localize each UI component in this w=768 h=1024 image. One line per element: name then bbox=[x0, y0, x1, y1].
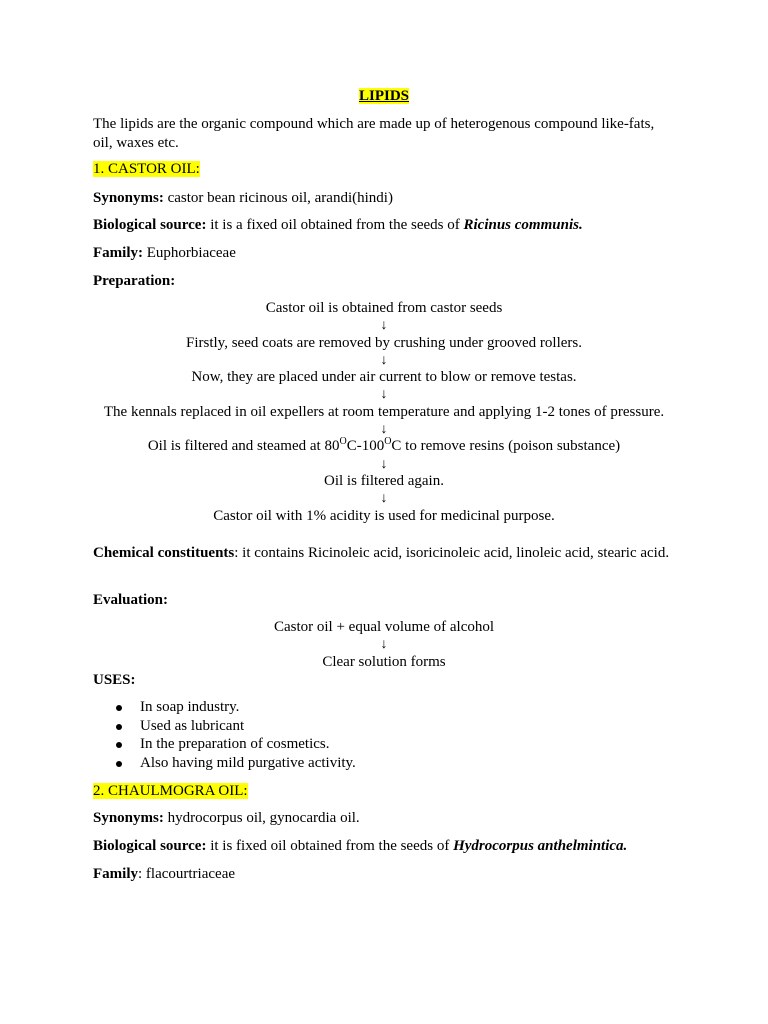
castor-preparation-label: Preparation: bbox=[93, 273, 176, 289]
bullet-icon bbox=[116, 761, 122, 767]
down-arrow-icon: ↓ bbox=[380, 387, 388, 403]
castor-uses-label: USES: bbox=[93, 672, 136, 688]
prep-step: Castor oil with 1% acidity is used for medicinal purpose. bbox=[213, 507, 555, 524]
list-item: In the preparation of cosmetics. bbox=[93, 735, 653, 754]
chaulmogra-heading: 2. CHAULMOGRA OIL: bbox=[93, 783, 248, 799]
prep-step: Oil is filtered and steamed at $80^OC-100^OC$ to remove resins (poison substance) bbox=[147, 436, 621, 455]
bullet-icon bbox=[116, 724, 122, 730]
prep-step: Now, they are placed under air current to blow or remove testas. bbox=[191, 369, 577, 386]
list-item: Used as lubricant bbox=[93, 717, 653, 736]
prep-step: Oil is filtered again. bbox=[324, 472, 444, 489]
list-item: In soap industry. bbox=[93, 698, 653, 717]
down-arrow-icon: ↓ bbox=[380, 456, 388, 472]
intro-paragraph: The lipids are the organic compound which are made up of heterogenous compound like-fats, oil, waxes etc. bbox=[93, 116, 655, 151]
prep-step: Firstly, seed coats are removed by crushing under grooved rollers. bbox=[186, 334, 582, 351]
castor-heading: 1. CASTOR OIL: bbox=[93, 161, 200, 177]
down-arrow-icon: ↓ bbox=[380, 637, 388, 653]
chaulmogra-biological-source: Biological source: it is fixed oil obtained from the seeds of Hydrocorpus anthelmintica. bbox=[93, 838, 628, 854]
chaulmogra-family: Family: flacourtriaceae bbox=[93, 866, 236, 882]
list-item: Also having mild purgative activity. bbox=[93, 754, 653, 773]
castor-evaluation-label: Evaluation: bbox=[93, 592, 169, 608]
preparation-flowchart bbox=[0, 300, 768, 525]
bullet-icon bbox=[116, 705, 122, 711]
castor-synonyms: Synonyms: castor bean ricinous oil, arandi(hindi) bbox=[93, 190, 393, 206]
page-title: LIPIDS bbox=[358, 88, 410, 104]
down-arrow-icon: ↓ bbox=[380, 422, 388, 438]
eval-step: Castor oil + equal volume of alcohol bbox=[273, 619, 495, 635]
castor-biological-source: Biological source: it is a fixed oil obtained from the seeds of Ricinus communis. bbox=[93, 217, 583, 233]
bullet-icon bbox=[116, 742, 122, 748]
down-arrow-icon: ↓ bbox=[380, 352, 388, 368]
eval-step: Clear solution forms bbox=[322, 653, 446, 670]
down-arrow-icon: ↓ bbox=[380, 491, 388, 507]
down-arrow-icon: ↓ bbox=[380, 318, 388, 334]
prep-step: The kennals replaced in oil expellers at room temperature and applying 1-2 tones of pressure. bbox=[103, 403, 665, 420]
chaulmogra-synonyms: Synonyms: hydrocorpus oil, gynocardia oil. bbox=[93, 810, 360, 826]
castor-family: Family: Euphorbiaceae bbox=[93, 245, 236, 261]
castor-chemical-constituents: Chemical constituents: it contains Ricinoleic acid, isoricinoleic acid, linoleic acid, stearic acid. bbox=[93, 545, 670, 561]
prep-step: Castor oil is obtained from castor seeds bbox=[265, 300, 503, 316]
uses-list bbox=[93, 698, 653, 772]
evaluation-flowchart bbox=[0, 619, 768, 671]
